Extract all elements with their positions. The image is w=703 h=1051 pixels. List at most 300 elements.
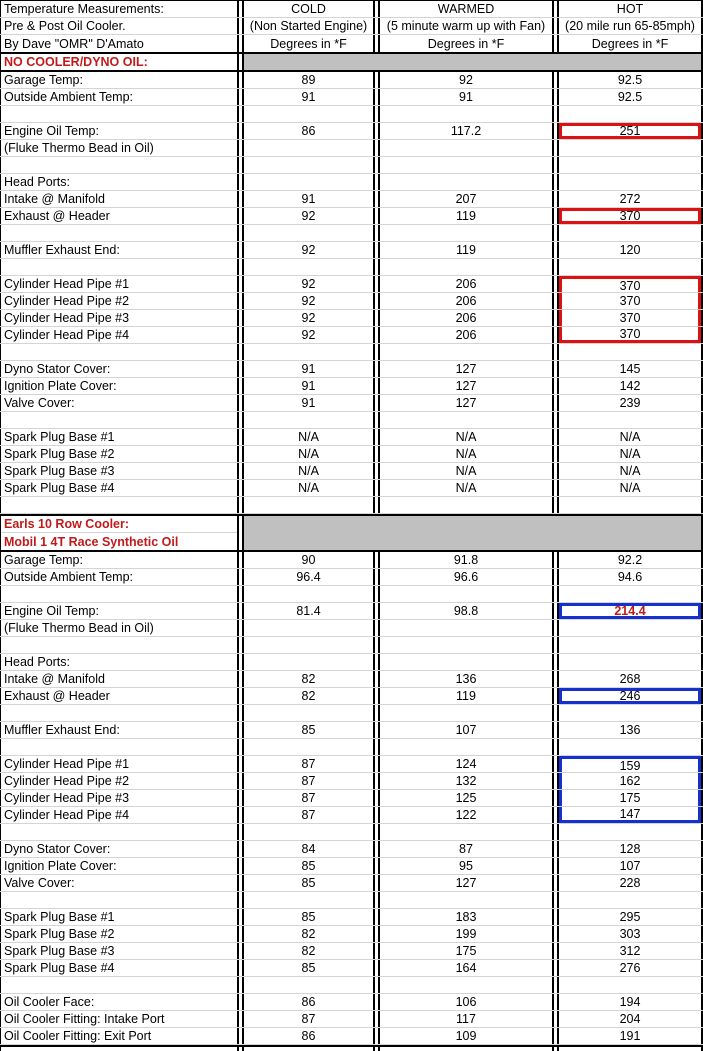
cold-value: N/A (242, 480, 375, 496)
hot-value (559, 157, 701, 173)
row-label: Spark Plug Base #1 (0, 429, 239, 445)
cold-value (242, 412, 375, 428)
hot-value: 136 (619, 723, 641, 737)
table-row (0, 943, 703, 960)
table-row (0, 1011, 703, 1028)
row-label: Engine Oil Temp: (0, 123, 239, 139)
warmed-value: 107 (378, 722, 554, 738)
hot-cell (557, 892, 703, 908)
hot-value: 370 (559, 293, 701, 309)
hot-cell (557, 106, 703, 122)
hot-cell (557, 705, 703, 721)
cold-value: 85 (242, 875, 375, 891)
table-row (0, 926, 703, 943)
table-row (0, 909, 703, 926)
header-hot-cell: Degrees in *F (557, 35, 703, 52)
warmed-value: 164 (378, 960, 554, 976)
table-row (0, 637, 703, 654)
cold-value: N/A (242, 446, 375, 462)
hot-value (559, 637, 701, 653)
table-row (0, 344, 703, 361)
header-cold-cell: Degrees in *F (242, 35, 375, 52)
row-label: Spark Plug Base #2 (0, 926, 239, 942)
table-row (0, 807, 703, 824)
section-title-line: Mobil 1 4T Race Synthetic Oil (4, 534, 179, 549)
hot-cell (557, 943, 703, 959)
warmed-value: 92 (378, 72, 554, 88)
row-label: Ignition Plate Cover: (0, 858, 239, 874)
table-row (0, 361, 703, 378)
table-row (0, 157, 703, 174)
hot-cell (557, 446, 703, 462)
hot-value: 162 (559, 773, 701, 789)
cold-value: 85 (242, 722, 375, 738)
table-row (0, 960, 703, 977)
warmed-value (378, 344, 554, 360)
cold-value (242, 157, 375, 173)
table-row (0, 140, 703, 157)
bottom-edge-cell (557, 1047, 703, 1051)
hot-value (559, 977, 701, 993)
table-row (0, 739, 703, 756)
table-row (0, 892, 703, 909)
row-label (0, 259, 239, 275)
cold-value: 92 (242, 242, 375, 258)
row-label: Exhaust @ Header (0, 688, 239, 704)
row-label: Exhaust @ Header (0, 208, 239, 224)
cold-value (242, 824, 375, 840)
header-hot-cell: (20 mile run 65-85mph) (557, 18, 703, 34)
hot-value: N/A (619, 481, 641, 495)
cold-value: 89 (242, 72, 375, 88)
row-label: Head Ports: (0, 174, 239, 190)
cold-value (242, 106, 375, 122)
warmed-value: 127 (378, 875, 554, 891)
row-label (0, 344, 239, 360)
row-label: Ignition Plate Cover: (0, 378, 239, 394)
cold-value: 90 (242, 552, 375, 568)
hot-cell (557, 463, 703, 479)
warmed-value: 124 (378, 756, 554, 772)
hot-value: 214.4 (559, 603, 701, 619)
row-label: Garage Temp: (0, 552, 239, 568)
warmed-value: 87 (378, 841, 554, 857)
cold-value (242, 637, 375, 653)
row-label: Valve Cover: (0, 875, 239, 891)
table-row (0, 106, 703, 123)
warmed-value (378, 497, 554, 513)
warmed-value (378, 225, 554, 241)
hot-value: 159 (559, 756, 701, 772)
hot-cell (557, 858, 703, 874)
cold-value: 91 (242, 89, 375, 105)
hot-value: 92.5 (617, 90, 643, 104)
warmed-value (378, 705, 554, 721)
row-label (0, 892, 239, 908)
hot-cell (557, 773, 703, 789)
warmed-value: 175 (378, 943, 554, 959)
row-label: Cylinder Head Pipe #4 (0, 807, 239, 823)
hot-value: 370 (559, 327, 701, 343)
cold-value: 85 (242, 858, 375, 874)
cold-value: 82 (242, 688, 375, 704)
cold-value: 87 (242, 756, 375, 772)
hot-value: 370 (559, 310, 701, 326)
cold-value: 82 (242, 671, 375, 687)
hot-cell (557, 790, 703, 806)
hot-cell (557, 89, 703, 105)
hot-cell (557, 1011, 703, 1027)
table-row (0, 824, 703, 841)
header-row (0, 35, 703, 52)
row-label (0, 412, 239, 428)
hot-cell (557, 497, 703, 513)
table-row (0, 671, 703, 688)
warmed-value (378, 140, 554, 156)
warmed-value: N/A (378, 480, 554, 496)
header-title-cell: Pre & Post Oil Cooler. (0, 18, 239, 34)
warmed-value: 206 (378, 276, 554, 292)
warmed-value: 119 (378, 208, 554, 224)
cold-value: 82 (242, 926, 375, 942)
table-row (0, 293, 703, 310)
row-label: Dyno Stator Cover: (0, 361, 239, 377)
hot-cell (557, 756, 703, 772)
hot-value (559, 739, 701, 755)
cold-value (242, 174, 375, 190)
section-band (0, 514, 703, 550)
hot-value (559, 620, 701, 636)
hot-cell (557, 123, 703, 139)
table-row (0, 225, 703, 242)
hot-value: 268 (619, 672, 641, 686)
hot-value: 94.6 (617, 570, 643, 584)
table-row (0, 722, 703, 739)
cold-value (242, 705, 375, 721)
row-label: (Fluke Thermo Bead in Oil) (0, 140, 239, 156)
hot-value: 92.2 (617, 553, 643, 567)
header-row (0, 18, 703, 35)
row-label: Spark Plug Base #4 (0, 960, 239, 976)
header-hot-cell: HOT (557, 1, 703, 17)
table-row (0, 446, 703, 463)
hot-value: 145 (619, 362, 641, 376)
cold-value (242, 344, 375, 360)
hot-cell (557, 480, 703, 496)
cold-value: N/A (242, 463, 375, 479)
hot-cell (557, 977, 703, 993)
cold-value: 87 (242, 807, 375, 823)
hot-value: 175 (559, 790, 701, 806)
hot-value: 147 (559, 807, 701, 823)
warmed-value: 199 (378, 926, 554, 942)
table-row (0, 191, 703, 208)
section-band-fill (242, 516, 703, 550)
cold-value (242, 654, 375, 670)
warmed-value: N/A (378, 446, 554, 462)
hot-value (559, 174, 701, 190)
warmed-value: 117.2 (378, 123, 554, 139)
warmed-value: 122 (378, 807, 554, 823)
hot-value: N/A (619, 430, 641, 444)
cold-value (242, 739, 375, 755)
table-row (0, 875, 703, 892)
hot-cell (557, 429, 703, 445)
hot-cell (557, 603, 703, 619)
hot-cell (557, 140, 703, 156)
table-row (0, 756, 703, 773)
table-row (0, 242, 703, 259)
row-label: Muffler Exhaust End: (0, 722, 239, 738)
cold-value: 86 (242, 1028, 375, 1044)
cold-value: 87 (242, 790, 375, 806)
hot-cell (557, 637, 703, 653)
cold-value (242, 259, 375, 275)
hot-cell (557, 1028, 703, 1044)
bottom-edge-cell (242, 1047, 375, 1051)
hot-cell (557, 191, 703, 207)
hot-value: 370 (559, 276, 701, 292)
hot-value: 120 (619, 243, 641, 257)
hot-cell (557, 569, 703, 585)
table-row (0, 1028, 703, 1045)
warmed-value: 127 (378, 361, 554, 377)
hot-value: 107 (619, 859, 641, 873)
cold-value: 92 (242, 293, 375, 309)
table-row (0, 480, 703, 497)
row-label: Cylinder Head Pipe #1 (0, 276, 239, 292)
row-label (0, 225, 239, 241)
warmed-value (378, 106, 554, 122)
warmed-value: N/A (378, 463, 554, 479)
row-label: Dyno Stator Cover: (0, 841, 239, 857)
table-row (0, 463, 703, 480)
row-label: Spark Plug Base #1 (0, 909, 239, 925)
hot-value (559, 106, 701, 122)
table-row (0, 620, 703, 637)
row-label (0, 497, 239, 513)
hot-cell (557, 395, 703, 411)
hot-value: 128 (619, 842, 641, 856)
row-label: Cylinder Head Pipe #2 (0, 293, 239, 309)
hot-cell (557, 654, 703, 670)
cold-value: 84 (242, 841, 375, 857)
bottom-edge-cell (0, 1047, 239, 1051)
hot-value: 312 (619, 944, 641, 958)
hot-cell (557, 552, 703, 568)
warmed-value (378, 174, 554, 190)
warmed-value: 91 (378, 89, 554, 105)
hot-cell (557, 412, 703, 428)
bottom-edge (0, 1045, 703, 1051)
hot-cell (557, 276, 703, 292)
row-label (0, 824, 239, 840)
table-row (0, 858, 703, 875)
row-label: Spark Plug Base #2 (0, 446, 239, 462)
warmed-value: 119 (378, 242, 554, 258)
table-row (0, 773, 703, 790)
header-title-cell: By Dave "OMR" D'Amato (0, 35, 239, 52)
hot-cell (557, 174, 703, 190)
table-row (0, 977, 703, 994)
warmed-value: 109 (378, 1028, 554, 1044)
hot-value (559, 344, 701, 360)
row-label: Intake @ Manifold (0, 671, 239, 687)
table-row (0, 841, 703, 858)
table-row (0, 174, 703, 191)
table-row (0, 603, 703, 620)
warmed-value: 119 (378, 688, 554, 704)
row-label: Engine Oil Temp: (0, 603, 239, 619)
warmed-value: 206 (378, 293, 554, 309)
warmed-value: 207 (378, 191, 554, 207)
hot-value (559, 586, 701, 602)
row-label: Spark Plug Base #4 (0, 480, 239, 496)
cold-value (242, 977, 375, 993)
hot-cell (557, 841, 703, 857)
table-row (0, 586, 703, 603)
hot-value: 276 (619, 961, 641, 975)
cold-value: 86 (242, 994, 375, 1010)
cold-value: 91 (242, 395, 375, 411)
row-label: Outside Ambient Temp: (0, 89, 239, 105)
hot-cell (557, 739, 703, 755)
hot-value (559, 654, 701, 670)
cold-value (242, 140, 375, 156)
hot-cell (557, 361, 703, 377)
hot-cell (557, 259, 703, 275)
header-warmed-cell: Degrees in *F (378, 35, 554, 52)
hot-value: 370 (559, 208, 701, 224)
cold-value: 87 (242, 773, 375, 789)
row-label: Valve Cover: (0, 395, 239, 411)
hot-cell (557, 72, 703, 88)
section-title-line: NO COOLER/DYNO OIL: (4, 55, 148, 69)
warmed-value (378, 637, 554, 653)
table-row (0, 395, 703, 412)
hot-value: 239 (619, 396, 641, 410)
warmed-value: 96.6 (378, 569, 554, 585)
table-row (0, 208, 703, 225)
hot-value: 92.5 (617, 73, 643, 87)
hot-cell (557, 208, 703, 224)
row-label: Muffler Exhaust End: (0, 242, 239, 258)
hot-cell (557, 620, 703, 636)
warmed-value: 98.8 (378, 603, 554, 619)
hot-value (559, 705, 701, 721)
hot-value: 246 (559, 688, 701, 704)
hot-cell (557, 157, 703, 173)
cold-value (242, 497, 375, 513)
hot-cell (557, 807, 703, 823)
bottom-edge-cell (378, 1047, 554, 1051)
header-title-cell: Temperature Measurements: (0, 1, 239, 17)
warmed-value (378, 654, 554, 670)
cold-value: 82 (242, 943, 375, 959)
hot-value (559, 259, 701, 275)
cold-value (242, 586, 375, 602)
hot-value: 194 (619, 995, 641, 1009)
row-label: Cylinder Head Pipe #2 (0, 773, 239, 789)
cold-value: 85 (242, 909, 375, 925)
hot-cell (557, 225, 703, 241)
warmed-value: 91.8 (378, 552, 554, 568)
cold-value: 81.4 (242, 603, 375, 619)
cold-value: 92 (242, 276, 375, 292)
table-row (0, 123, 703, 140)
hot-value: N/A (619, 464, 641, 478)
hot-value: 272 (619, 192, 641, 206)
hot-value: 303 (619, 927, 641, 941)
row-label: Garage Temp: (0, 72, 239, 88)
section-band-fill (242, 54, 703, 70)
row-label: Oil Cooler Fitting: Intake Port (0, 1011, 239, 1027)
hot-cell (557, 960, 703, 976)
warmed-value: 127 (378, 395, 554, 411)
warmed-value (378, 586, 554, 602)
warmed-value (378, 620, 554, 636)
hot-cell (557, 994, 703, 1010)
header-row (0, 1, 703, 18)
table-row (0, 72, 703, 89)
table-row (0, 310, 703, 327)
hot-cell (557, 344, 703, 360)
warmed-value (378, 977, 554, 993)
cold-value: 85 (242, 960, 375, 976)
hot-cell (557, 293, 703, 309)
table-row (0, 89, 703, 106)
hot-cell (557, 722, 703, 738)
row-label (0, 739, 239, 755)
header-warmed-cell: (5 minute warm up with Fan) (378, 18, 554, 34)
hot-cell (557, 242, 703, 258)
row-label: Head Ports: (0, 654, 239, 670)
warmed-value: 117 (378, 1011, 554, 1027)
table-row (0, 688, 703, 705)
table-row (0, 429, 703, 446)
table-row (0, 569, 703, 586)
hot-cell (557, 926, 703, 942)
hot-cell (557, 310, 703, 326)
cold-value: N/A (242, 429, 375, 445)
row-label: Spark Plug Base #3 (0, 943, 239, 959)
warmed-value: 127 (378, 378, 554, 394)
table-row (0, 327, 703, 344)
table-row (0, 552, 703, 569)
row-label: Cylinder Head Pipe #3 (0, 310, 239, 326)
hot-value (559, 824, 701, 840)
row-label: Oil Cooler Fitting: Exit Port (0, 1028, 239, 1044)
cold-value: 96.4 (242, 569, 375, 585)
section-title-cell (0, 54, 239, 70)
cold-value: 91 (242, 378, 375, 394)
table-row (0, 994, 703, 1011)
hot-value (559, 140, 701, 156)
hot-cell (557, 824, 703, 840)
cold-value (242, 620, 375, 636)
hot-value: 251 (559, 123, 701, 139)
warmed-value: 132 (378, 773, 554, 789)
table-row (0, 378, 703, 395)
cold-value: 87 (242, 1011, 375, 1027)
cold-value: 92 (242, 310, 375, 326)
hot-cell (557, 909, 703, 925)
row-label (0, 977, 239, 993)
hot-cell (557, 875, 703, 891)
table-row (0, 412, 703, 429)
header-warmed-cell: WARMED (378, 1, 554, 17)
row-label: Cylinder Head Pipe #3 (0, 790, 239, 806)
